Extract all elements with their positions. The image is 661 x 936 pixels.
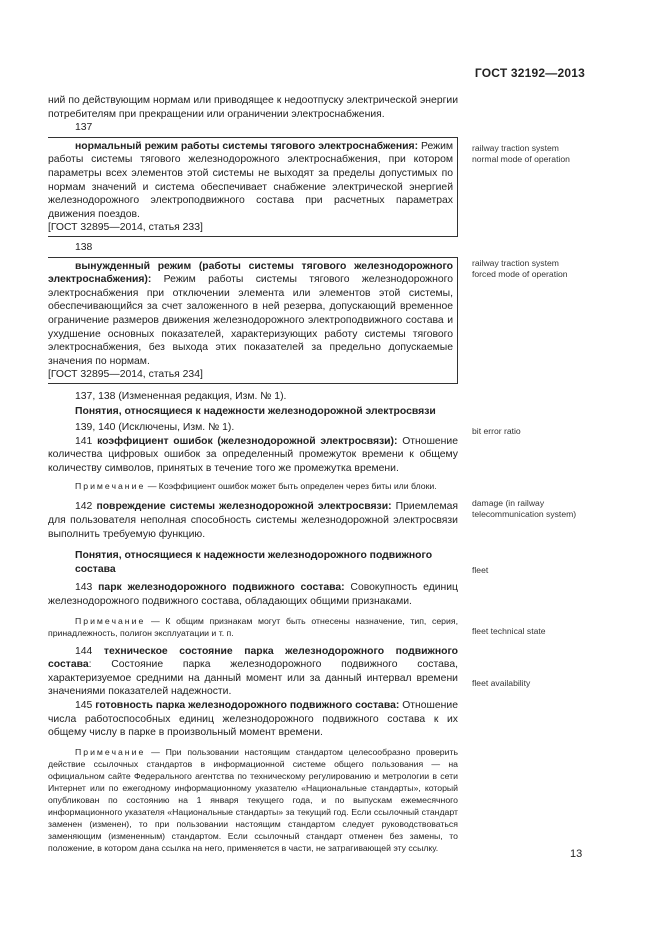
term-145-term: готовность парка железнодорожного подвижного состава: [95, 699, 400, 711]
term-143-term: парк железнодорожного подвижного состава: [98, 582, 345, 594]
term-138-definition: Режим работы системы тягового железнодорожного электроснабжения при отключении элемента или элементов этой системы, обеспечивающийся за счет заложенного в ней резерва, допускающий временное ограничение размеров движения железнодорожного электроподвижного состава и ухудшение основных показателей, характеризующих работу системы тягового электроснабжения, без выхода этих показателей за предельно допускаемые значения по нормам. [48, 274, 453, 367]
note-text: — Коэффициент ошибок может быть определен через биты или блоки. [145, 481, 437, 492]
term-138-box [48, 257, 458, 384]
note-label: Примечание [75, 481, 146, 492]
document-header: ГОСТ 32192—2013 [474, 66, 585, 80]
term-142-english: damage (in railway telecommunication system) [472, 498, 577, 519]
term-138-text [48, 260, 453, 369]
term-137-source: [ГОСТ 32895—2014, статья 233] [48, 222, 203, 234]
term-143-number: 143 [75, 582, 93, 594]
term-142-number: 142 [75, 501, 93, 513]
term-137-term: нормальный режим работы системы тягового электроснабжения: [75, 140, 419, 152]
term-143-definition: Совокупность единиц железнодорожного подвижного состава, обладающих общими признаками. [48, 582, 458, 607]
term-138-number: 138 [75, 241, 93, 253]
term-138-source: [ГОСТ 32895—2014, статья 234] [48, 369, 203, 381]
term-143-text [48, 581, 458, 608]
term-141-definition: Отношение количества цифровых ошибок за определенный промежуток времени к общему количеству символов, принятых в течение того же промежутка времени. [48, 435, 458, 474]
term-141-number: 141 [75, 435, 93, 447]
note-text: — К общим признакам могут быть отнесены назначение, тип, серия, принадлежность, полигон эксплуатации и т. п. [48, 615, 458, 638]
term-137-box [48, 137, 458, 237]
note-label: Примечание [75, 615, 146, 626]
term-145-text [48, 699, 458, 740]
term-144-english: fleet technical state [472, 626, 546, 636]
term-144-number: 144 [75, 645, 93, 657]
term-145-number: 145 [75, 699, 93, 711]
term-137-number: 137 [75, 122, 93, 134]
section-heading-rolling-stock: Понятия, относящиеся к надежности железнодорожного подвижного состава [75, 550, 433, 575]
term-141-text [48, 435, 458, 476]
main-text [48, 94, 458, 854]
final-note [48, 746, 458, 854]
term-144-definition: : Состояние парка железнодорожного подвижного состава, характеризуемое средними на данный момент или за данный интервал времени значениями показателей надежности. [48, 659, 458, 698]
term-144-text [48, 645, 458, 699]
term-143-note [48, 615, 458, 639]
term-145-definition: Отношение числа работоспособных единиц железнодорожного подвижного состава к их общему числу в парке в произвольный момент времени. [48, 699, 458, 739]
term-137-text [48, 140, 453, 222]
term-143-english: fleet [472, 565, 489, 575]
term-144-term: техническое состояние парка железнодорожного подвижного состава [48, 645, 458, 671]
section-heading-telecom: Понятия, относящиеся к надежности железнодорожной электросвязи [75, 406, 436, 418]
intro-paragraph: ний по действующим нормам или приводящее к недоотпуску электрической энергии потребителям при прекращении или ограничении электроснабжения. [48, 95, 458, 120]
term-138-english: railway traction system forced mode of operation [472, 258, 568, 279]
term-142-text [48, 500, 458, 541]
note-label: Примечание [75, 746, 146, 757]
term-138-term: вынужденный режим (работы системы тягового железнодорожного электроснабжения): [48, 260, 453, 286]
term-137-english: railway traction system normal mode of operation [472, 143, 570, 164]
term-142-term: повреждение системы железнодорожной электросвязи: [96, 501, 392, 513]
term-142-definition: Приемлемая для пользователя неполная способность системы железнодорожной электросвязи выполнить требуемую функцию. [48, 501, 459, 540]
term-141-term: коэффициент ошибок (железнодорожной электросвязи): [97, 435, 398, 447]
note-text: — При пользовании настоящим стандартом целесообразно проверить действие ссылочных стандартов в информационной системе общего пользования — на официальном сайте Федерального агентства по техническому регулированию и метрологии в сети Интернет или по ежегодному информационному указателю «Национальные стандарты», который опубликован по состоянию на 1 января текущего года, и по выпускам ежемесячного информационного указателя «Национальные стандарты» за текущий год. Если ссылочный стандарт заменен (изменен), то при пользовании настоящим стандартом следует руководствоваться заменяющим (измененным) стандартом. Если ссылочный стандарт отменен без замены, то положение, в котором дана ссылка на него, применяется в части, не затрагивающей эту ссылку. [48, 746, 458, 853]
page-number: 13 [570, 848, 583, 860]
term-137-definition: Режим работы системы тягового железнодорожного электроснабжения, при котором параметры всех элементов этой системы не выходят за пределы допустимых по нормам значений и система обеспечивает снабжение электрической энергией железнодорожного электроподвижного состава при расчетных параметрах движения поездов. [48, 140, 454, 220]
term-145-english: fleet availability [472, 678, 531, 688]
term-141-english: bit error ratio [472, 426, 521, 436]
term-141-note [48, 480, 458, 492]
excluded-note: 139, 140 (Исключены, Изм. № 1). [75, 422, 235, 434]
amendment-note: 137, 138 (Измененная редакция, Изм. № 1). [75, 390, 287, 402]
